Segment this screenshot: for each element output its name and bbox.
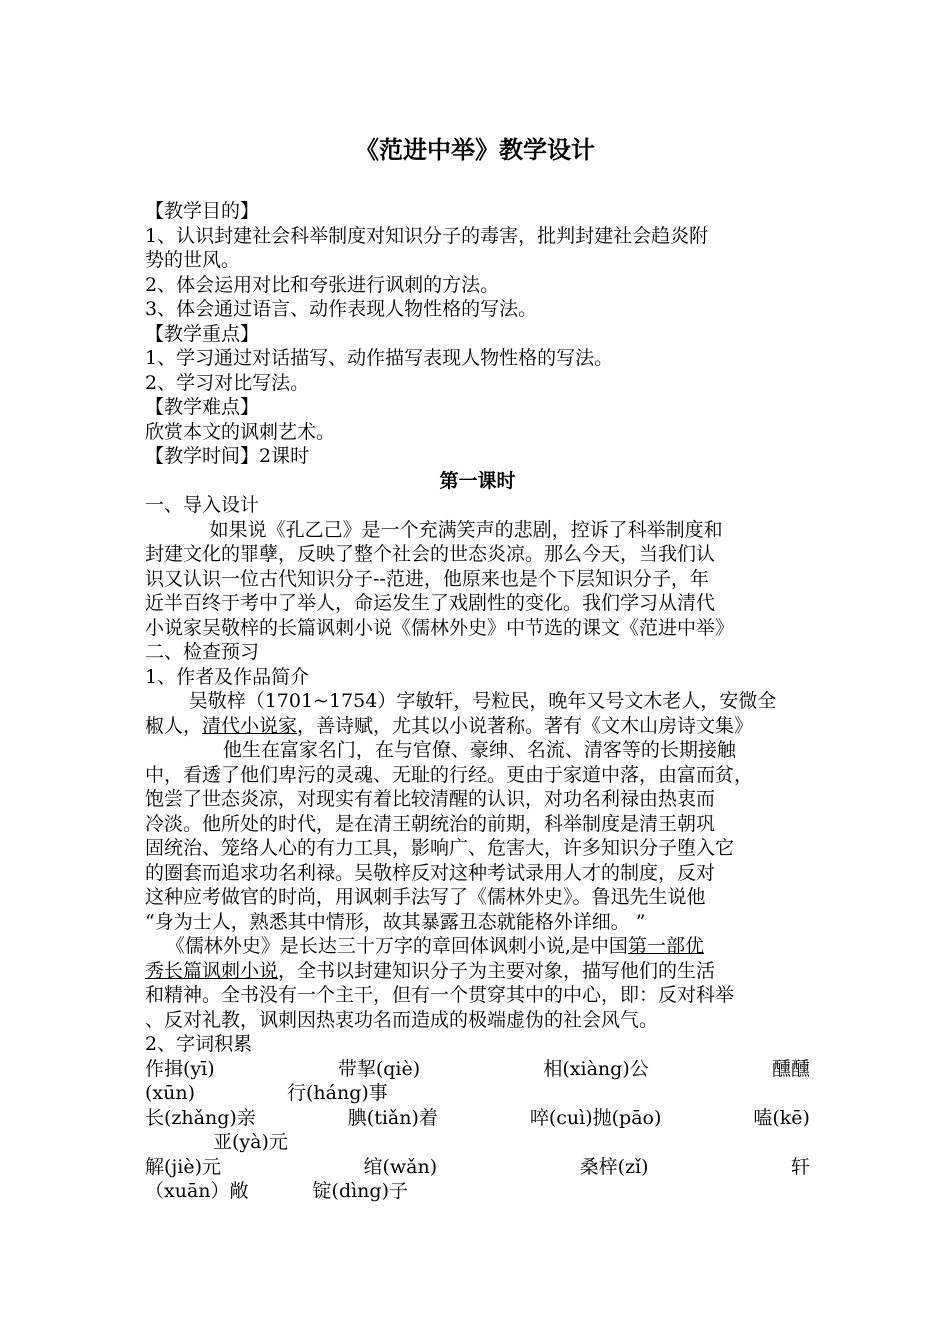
section-heading-difficulty: 【教学难点】: [145, 396, 260, 418]
underlined-term-first: 第一部优: [627, 935, 704, 957]
vocab-item: 长(zhǎng)亲: [145, 1106, 256, 1129]
author-line-2-end: ，善诗赋，尤其以小说著称。著有《文木山房诗文集》: [297, 714, 754, 737]
vocab-row-5: [145, 1155, 810, 1180]
vocab-item: 亚(yà)元: [213, 1131, 288, 1153]
vocab-item: 醺醺: [771, 1057, 810, 1080]
bio-line-3: 饱尝了世态炎凉，对现实有着比较清醒的认识，对功名利禄由热衷而: [145, 788, 716, 810]
vocab-row-1: [145, 1057, 810, 1082]
goal-item-1a: 1、认识封建社会科举制度对知识分子的毒害，批判封建社会趋炎附: [145, 224, 709, 247]
vocab-item: 解(jiè)元: [145, 1155, 222, 1178]
vocab-item: 带挈(qiè): [337, 1057, 421, 1080]
underlined-term-novel: 秀长篇讽刺小说: [145, 959, 279, 982]
vocab-row-2: [145, 1081, 810, 1106]
key-item-1: 1、学习通过对话描写、动作描写表现人物性格的写法。: [145, 347, 614, 369]
intro-line-2: 封建文化的罪孽，反映了整个社会的世态炎凉。那么今天，当我们认: [145, 543, 716, 565]
vocab-item: 相(xiàng)公: [543, 1057, 649, 1080]
teaching-time: 【教学时间】2课时: [145, 445, 310, 467]
vocab-item: 桑梓(zǐ): [579, 1155, 649, 1178]
intro-line-4: 近半百终于考中了举人，命运发生了戏剧性的变化。我们学习从清代: [145, 592, 716, 614]
vocab-item: 啐(cuì)抛(pāo): [529, 1106, 662, 1129]
vocab-row-3: [145, 1106, 810, 1131]
vocab-row-4: [145, 1130, 810, 1155]
goal-item-2: 2、体会运用对比和夸张进行讽刺的方法。: [145, 273, 500, 296]
author-line-2: [145, 714, 810, 739]
document-body: [145, 199, 810, 1204]
underlined-term-novelist: 清代小说家: [202, 714, 298, 737]
lesson-heading: 第一课时: [439, 469, 516, 492]
bio-line-5: 固统治、笼络人心的有力工具，影响广、危害大，许多知识分子堕入它: [145, 837, 735, 859]
difficulty-item: 欣赏本文的讽刺艺术。: [145, 420, 336, 443]
author-heading: 1、作者及作品简介: [145, 665, 310, 688]
key-item-2: 2、学习对比写法。: [145, 371, 310, 394]
vocab-item: 腆(tiǎn)着: [347, 1106, 438, 1129]
book-line-3: 和精神。全书没有一个主干，但有一个贯穿其中的中心，即：反对科举: [145, 984, 735, 1006]
intro-line-3: 识又认识一位古代知识分子--范进，他原来也是个下层知识分子，年: [145, 567, 709, 590]
section-heading-goals: 【教学目的】: [145, 200, 260, 222]
author-line-1: 吴敬梓（1701~1754）字敏轩，号粒民，晚年又号文木老人，安微全: [188, 690, 777, 712]
author-line-2-start: 椒人，: [145, 714, 203, 737]
vocab-item: 锭(dìng)子: [312, 1180, 408, 1202]
words-heading: 2、字词积累: [145, 1033, 253, 1055]
vocab-item: （xuān）敞: [145, 1180, 249, 1202]
vocab-item: 作揖(yī): [145, 1057, 215, 1080]
vocab-item: 轩: [790, 1155, 810, 1178]
book-line-1: [145, 934, 810, 959]
goal-item-1b: 势的世风。: [145, 249, 241, 271]
goal-item-3: 3、体会通过语言、动作表现人物性格的写法。: [145, 298, 538, 320]
bio-line-4: 冷淡。他所处的时代，是在清王朝统治的前期，科举制度是清王朝巩: [145, 812, 716, 835]
book-line-2-end: ，全书以封建知识分子为主要对象，描写他们的生活: [278, 959, 716, 982]
bio-line-1: 他生在富家名门，在与官僚、豪绅、名流、清客等的长期接触: [222, 739, 736, 761]
bio-line-8: “身为士人，熟悉其中情形，故其暴露丑态就能格外详细。 ”: [145, 910, 646, 933]
intro-heading: 一、导入设计: [145, 494, 260, 516]
intro-line-1: 如果说《孔乙己》是一个充满笑声的悲剧，控诉了科举制度和: [209, 518, 723, 541]
intro-line-5: 小说家吴敬梓的长篇讽刺小说《儒林外史》中节选的课文《范进中举》: [145, 616, 735, 639]
section-heading-key: 【教学重点】: [145, 322, 260, 345]
vocab-item: (xūn): [145, 1082, 196, 1104]
vocab-item: 嗑(kē): [753, 1106, 810, 1129]
book-line-1-start: 《儒林外史》是长达三十万字的章回体讽刺小说,是中国: [165, 935, 628, 957]
check-heading: 二、检查预习: [145, 641, 260, 663]
bio-line-6: 的圈套而追求功名利禄。吴敬梓反对这种考试录用人才的制度，反对: [145, 861, 716, 884]
bio-line-2: 中，看透了他们卑污的灵魂、无耻的行经。更由于家道中落，由富而贫，: [145, 763, 754, 786]
vocab-row-6: [145, 1179, 810, 1204]
vocab-item: 绾(wǎn): [363, 1155, 438, 1178]
vocab-item: 行(háng)事: [287, 1082, 388, 1104]
document-title: 《范进中举》教学设计: [355, 135, 595, 164]
bio-line-7: 这种应考做官的时尚，用讽刺手法写了《儒林外史》。鲁迅先生说他: [145, 886, 706, 908]
book-line-2: [145, 959, 810, 984]
book-line-4: 、反对礼教，讽刺因热衷功名而造成的极端虚伪的社会风气。: [145, 1008, 659, 1031]
